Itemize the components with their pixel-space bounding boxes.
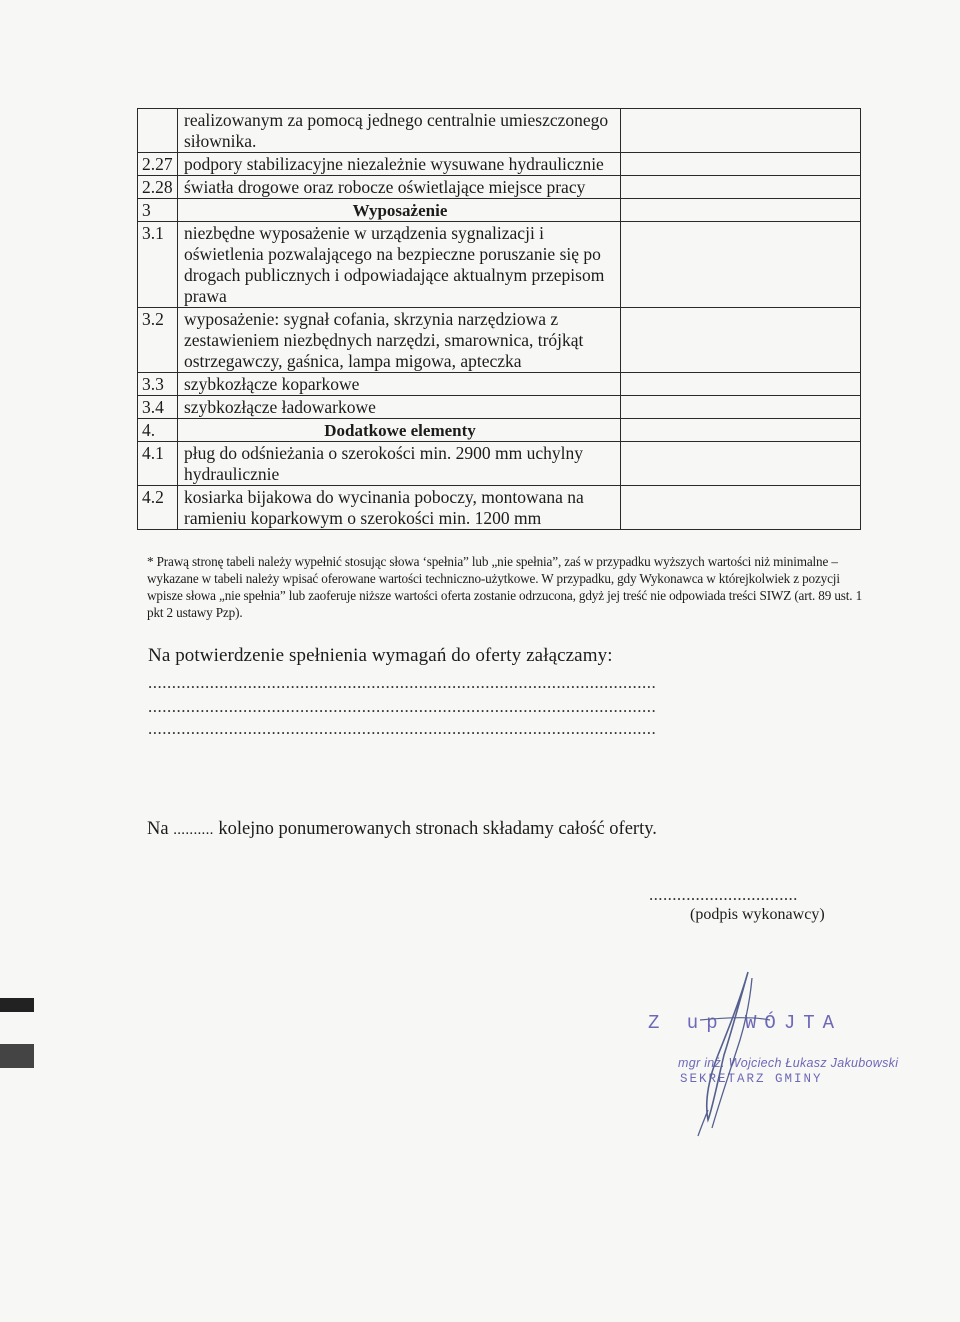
row-number — [138, 109, 178, 153]
row-number: 4.1 — [138, 442, 178, 486]
row-number: 3.4 — [138, 396, 178, 419]
row-number: 2.28 — [138, 176, 178, 199]
stamp-line-1: Z up WÓJTA — [648, 1012, 843, 1034]
requirement-text: światła drogowe oraz robocze oświetlające miejsce pracy — [178, 176, 621, 199]
attachments-label: Na potwierdzenie spełnienia wymagań do oferty załączamy: — [148, 645, 613, 666]
compliance-cell[interactable] — [621, 396, 861, 419]
page-count-line — [147, 819, 657, 840]
requirement-text: szybkozłącze ładowarkowe — [178, 396, 621, 419]
requirement-text: pług do odśnieżania o szerokości min. 2900 mm uchylny hydraulicznie — [178, 442, 621, 486]
stamp-line-2: mgr inż. Wojciech Łukasz Jakubowski — [678, 1056, 899, 1070]
signature-line: ................................ — [649, 885, 798, 904]
section-heading: Wyposażenie — [178, 199, 621, 222]
compliance-cell[interactable] — [621, 373, 861, 396]
compliance-cell[interactable] — [621, 419, 861, 442]
requirement-text: niezbędne wyposażenie w urządzenia sygnalizacji i oświetlenia pozwalającego na bezpieczne poruszanie się po drogach publicznych i odpowiadające aktualnym przepisom prawa — [178, 222, 621, 308]
compliance-cell[interactable] — [621, 442, 861, 486]
compliance-cell[interactable] — [621, 109, 861, 153]
row-number: 3.1 — [138, 222, 178, 308]
signature-label: (podpis wykonawcy) — [690, 906, 825, 923]
compliance-cell[interactable] — [621, 176, 861, 199]
table-row — [138, 419, 861, 442]
requirement-text: podpory stabilizacyjne niezależnie wysuwane hydraulicznie — [178, 153, 621, 176]
table-row — [138, 109, 861, 153]
table-row — [138, 396, 861, 419]
compliance-cell[interactable] — [621, 308, 861, 373]
section-heading: Dodatkowe elementy — [178, 419, 621, 442]
page-count-prefix: Na — [147, 819, 169, 839]
footnote: * Prawą stronę tabeli należy wypełnić stosując słowa ‘spełnia” lub „nie spełnia”, zaś w przypadku wyższych wartości niż minimalne – wykazane w tabeli należy wpisać oferowane wartości techniczno-użytkowe. W przypadku, gdy Wykonawca w którejkolwiek z pozycji wpisze słowa „nie spełnia” lub zaoferuje niższe wartości oferta zostanie odrzucona, gdyż jej treść nie odpowiada treści SIWZ (art. 89 ust. 1 pkt 2 ustawy Pzp). — [147, 554, 863, 620]
row-number: 4.2 — [138, 486, 178, 530]
table-row — [138, 176, 861, 199]
scan-edge-mark-1 — [0, 998, 34, 1012]
page-count-suffix: kolejno ponumerowanych stronach składamy całość oferty. — [218, 819, 657, 839]
row-number: 3 — [138, 199, 178, 222]
row-number: 2.27 — [138, 153, 178, 176]
attachment-line-1: ........................................................................................................... — [148, 673, 657, 692]
requirement-text: wyposażenie: sygnał cofania, skrzynia narzędziowa z zestawieniem niezbędnych narzędzi, smarownica, trójkąt ostrzegawczy, gaśnica, lampa migowa, apteczka — [178, 308, 621, 373]
table-row — [138, 442, 861, 486]
compliance-cell[interactable] — [621, 199, 861, 222]
specification-table — [137, 108, 861, 530]
compliance-cell[interactable] — [621, 222, 861, 308]
page-count-blank: .......... — [173, 822, 214, 838]
attachment-line-2: ........................................................................................................... — [148, 697, 657, 716]
official-stamp — [600, 960, 900, 1140]
compliance-cell[interactable] — [621, 486, 861, 530]
table-row — [138, 486, 861, 530]
handwritten-signature — [600, 960, 900, 1140]
table-row — [138, 373, 861, 396]
row-number: 4. — [138, 419, 178, 442]
requirement-text: szybkozłącze koparkowe — [178, 373, 621, 396]
requirement-text: kosiarka bijakowa do wycinania poboczy, montowana na ramieniu koparkowym o szerokości min. 1200 mm — [178, 486, 621, 530]
table-row — [138, 222, 861, 308]
table-row — [138, 153, 861, 176]
compliance-cell[interactable] — [621, 153, 861, 176]
row-number: 3.3 — [138, 373, 178, 396]
scan-edge-mark-2 — [0, 1044, 34, 1068]
table-row — [138, 308, 861, 373]
attachment-line-3: ........................................................................................................... — [148, 719, 657, 738]
stamp-line-3: SEKRETARZ GMINY — [680, 1072, 823, 1086]
requirement-text: realizowanym za pomocą jednego centralnie umieszczonego siłownika. — [178, 109, 621, 153]
table-row — [138, 199, 861, 222]
row-number: 3.2 — [138, 308, 178, 373]
